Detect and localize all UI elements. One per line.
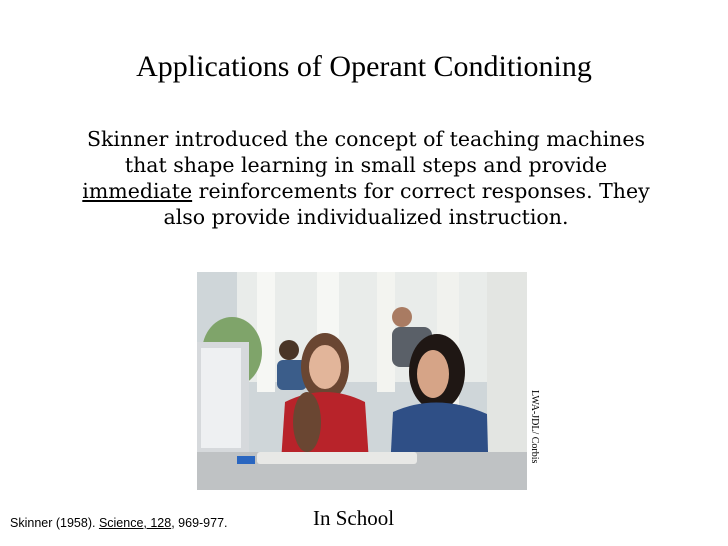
citation-journal: Science, 128 xyxy=(98,516,172,530)
slide-title-text: Applications of Operant Conditioning xyxy=(136,50,592,83)
photo-credit xyxy=(526,390,542,485)
classroom-photo xyxy=(197,272,527,490)
photo-caption-text: In School xyxy=(313,506,395,530)
photo-caption xyxy=(313,506,394,531)
photo-credit-text: LWA-JDL/ Corbis xyxy=(529,390,540,464)
slide-title xyxy=(0,50,728,84)
body-emphasis-immediate: immediate xyxy=(82,179,193,203)
citation-pages: , 969-977. xyxy=(171,516,228,530)
classroom-photo-image xyxy=(197,272,527,490)
slide-body xyxy=(80,126,652,230)
body-text-part1: Skinner introduced the concept of teaching machines that shape learning in small steps and provide xyxy=(86,127,646,177)
body-text-part2: reinforcements for correct responses. They also provide individualized instruction. xyxy=(163,179,650,229)
citation xyxy=(10,516,228,530)
citation-author-year: Skinner (1958). xyxy=(10,516,99,530)
